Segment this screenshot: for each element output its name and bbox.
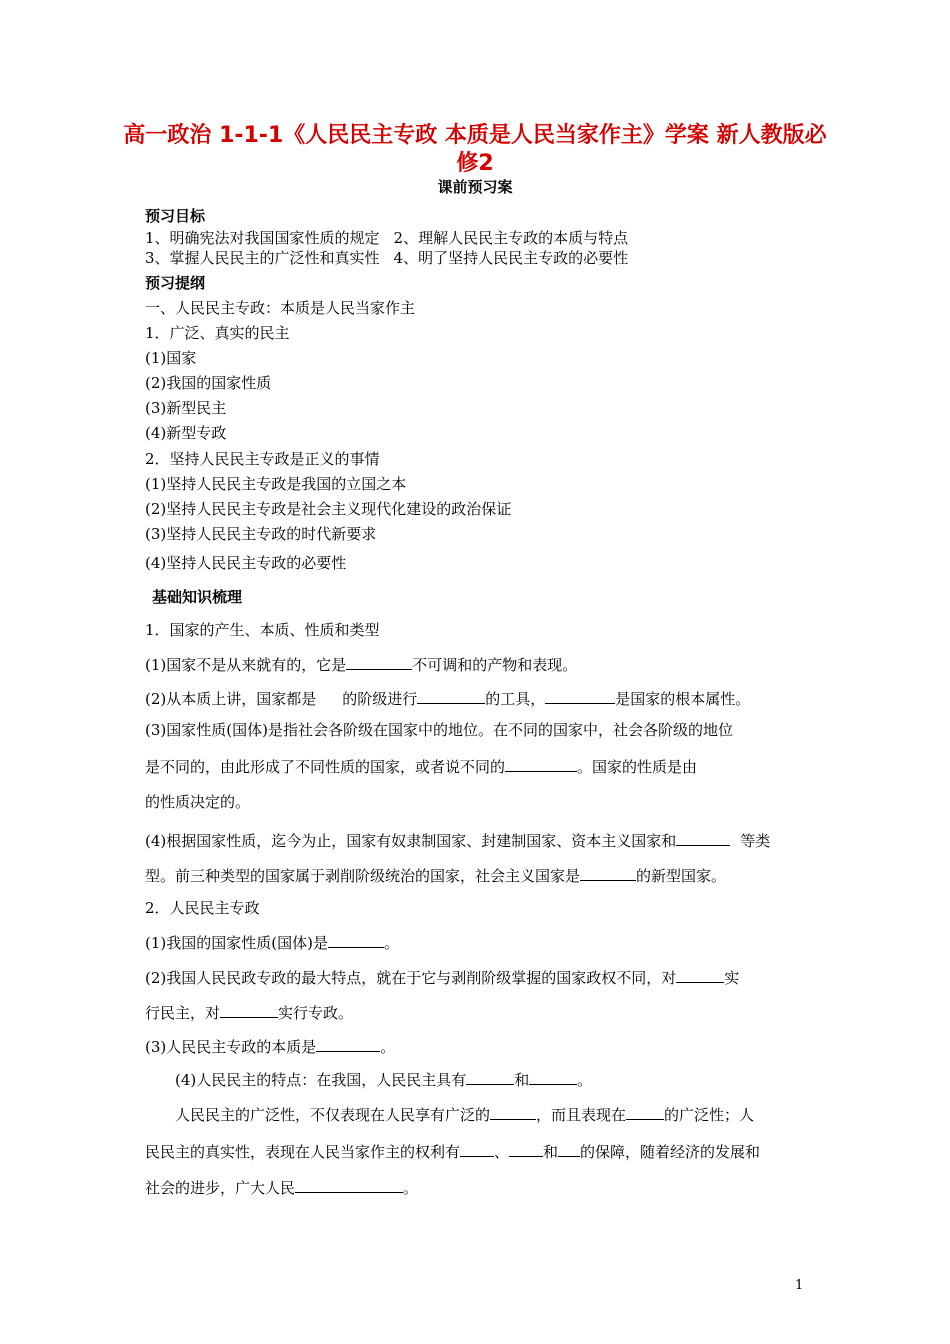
text: (2)从本质上讲，国家都是 bbox=[145, 690, 317, 708]
fill-blank[interactable] bbox=[545, 687, 615, 704]
fill-blank[interactable] bbox=[466, 1068, 514, 1085]
goal-4: 4、明了坚持人民民主专政的必要性 bbox=[393, 249, 629, 267]
text: 民民主的真实性，表现在人民当家作主的权利有 bbox=[145, 1143, 461, 1161]
text: 行民主，对 bbox=[145, 1004, 221, 1022]
fill-blank[interactable] bbox=[505, 755, 577, 772]
basics-q3 bbox=[145, 1035, 815, 1057]
goal-1: 1、明确宪法对我国国家性质的规定 bbox=[145, 229, 380, 247]
text: 实行专政。 bbox=[278, 1004, 354, 1022]
fill-blank[interactable] bbox=[460, 1140, 494, 1157]
fill-blank[interactable] bbox=[220, 1001, 278, 1018]
goal-3: 3、掌握人民民主的广泛性和真实性 bbox=[145, 249, 380, 267]
fill-blank[interactable] bbox=[490, 1103, 536, 1120]
text: (1)我国的国家性质(国体)是 bbox=[145, 934, 328, 952]
text: 是国家的根本属性。 bbox=[615, 690, 751, 708]
document-title: 高一政治 1-1-1《人民民主专政 本质是人民当家作主》学案 新人教版必修2 bbox=[123, 123, 827, 176]
basics-heading: 基础知识梳理 bbox=[152, 588, 243, 606]
text: (3)人民民主专政的本质是 bbox=[145, 1038, 317, 1056]
basics-p4-line1 bbox=[145, 829, 815, 851]
text: ，而且表现在 bbox=[536, 1106, 627, 1124]
basics-q2-line2 bbox=[145, 1001, 815, 1023]
outline-item: 一、人民民主专政：本质是人民当家作主 bbox=[145, 299, 416, 317]
text: (2)我国人民民政专政的最大特点，就在于它与剥削阶级掌握的国家政权不同，对 bbox=[145, 969, 677, 987]
text: 。 bbox=[577, 1071, 593, 1089]
text: 的新型国家。 bbox=[636, 867, 727, 885]
basics-p1 bbox=[145, 653, 815, 675]
text: 和 bbox=[514, 1071, 530, 1089]
text: 型。前三种类型的国家属于剥削阶级统治的国家，社会主义国家是 bbox=[145, 867, 581, 885]
outline-item: (3)坚持人民民主专政的时代新要求 bbox=[145, 525, 377, 543]
basics-section-2: 2．人民民主专政 bbox=[145, 899, 260, 917]
basics-p2 bbox=[145, 687, 815, 709]
basics-q5-line3 bbox=[145, 1176, 815, 1198]
text: 。 bbox=[403, 1179, 419, 1197]
text: 的广泛性；人 bbox=[664, 1106, 755, 1124]
outline-item: 2．坚持人民民主专政是正义的事情 bbox=[145, 450, 380, 468]
fill-blank[interactable] bbox=[346, 653, 412, 670]
document-subtitle: 课前预习案 bbox=[437, 178, 513, 196]
outline-item: (4)坚持人民民主专政的必要性 bbox=[145, 554, 347, 572]
outline-item: (1)国家 bbox=[145, 349, 197, 367]
basics-q5-line2 bbox=[145, 1140, 815, 1162]
basics-p3-line3: 的性质决定的。 bbox=[145, 793, 251, 811]
preview-goals-line-2 bbox=[145, 248, 815, 268]
basics-q2-line1 bbox=[145, 966, 815, 988]
fill-blank[interactable] bbox=[509, 1140, 543, 1157]
text: 社会的进步，广大人民 bbox=[145, 1179, 296, 1197]
fill-blank[interactable] bbox=[626, 1103, 664, 1120]
text: 。 bbox=[383, 934, 399, 952]
text: 等类 bbox=[740, 832, 771, 850]
text: (4)根据国家性质，迄今为止，国家有奴隶制国家、封建制国家、资本主义国家和 bbox=[145, 832, 677, 850]
outline-item: 1．广泛、真实的民主 bbox=[145, 324, 290, 342]
text: 。国家的性质是由 bbox=[577, 758, 698, 776]
text: 、 bbox=[494, 1143, 510, 1161]
fill-blank[interactable] bbox=[328, 931, 384, 948]
fill-blank[interactable] bbox=[580, 864, 636, 881]
preview-goals-heading: 预习目标 bbox=[145, 207, 206, 225]
fill-blank[interactable] bbox=[676, 966, 724, 983]
text: 不可调和的产物和表现。 bbox=[412, 656, 578, 674]
basics-q1 bbox=[145, 931, 815, 953]
text: 实 bbox=[724, 969, 740, 987]
text: (4)人民民主的特点：在我国，人民民主具有 bbox=[175, 1071, 467, 1089]
basics-p3-line1: (3)国家性质(国体)是指社会各阶级在国家中的地位。在不同的国家中，社会各阶级的地位 bbox=[145, 721, 733, 739]
fill-blank[interactable] bbox=[417, 687, 485, 704]
basics-p3-line2 bbox=[145, 755, 815, 777]
outline-item: (1)坚持人民民主专政是我国的立国之本 bbox=[145, 475, 407, 493]
text: 和 bbox=[543, 1143, 559, 1161]
fill-blank[interactable] bbox=[295, 1176, 403, 1193]
text: (1)国家不是从来就有的，它是 bbox=[145, 656, 347, 674]
text: 的阶级进行 bbox=[342, 690, 418, 708]
basics-section-1: 1．国家的产生、本质、性质和类型 bbox=[145, 621, 380, 639]
fill-blank[interactable] bbox=[676, 829, 730, 846]
goal-2: 2、理解人民民主专政的本质与特点 bbox=[393, 229, 629, 247]
text: 是不同的，由此形成了不同性质的国家，或者说不同的 bbox=[145, 758, 506, 776]
outline-item: (2)坚持人民民主专政是社会主义现代化建设的政治保证 bbox=[145, 500, 512, 518]
fill-blank[interactable] bbox=[316, 1035, 380, 1052]
text: 的工具， bbox=[485, 690, 546, 708]
basics-p4-line2 bbox=[145, 864, 815, 886]
outline-item: (3)新型民主 bbox=[145, 399, 227, 417]
basics-q4 bbox=[175, 1068, 845, 1090]
preview-goals-line-1 bbox=[145, 228, 815, 248]
text: 的保障，随着经济的发展和 bbox=[580, 1143, 761, 1161]
outline-item: (2)我国的国家性质 bbox=[145, 374, 272, 392]
text: 人民民主的广泛性，不仅表现在人民享有广泛的 bbox=[175, 1106, 491, 1124]
text: 。 bbox=[380, 1038, 396, 1056]
outline-item: (4)新型专政 bbox=[145, 424, 227, 442]
fill-blank[interactable] bbox=[529, 1068, 577, 1085]
outline-heading: 预习提纲 bbox=[145, 274, 206, 292]
page-number: 1 bbox=[795, 1278, 804, 1293]
basics-q5-line1 bbox=[175, 1103, 845, 1125]
fill-blank[interactable] bbox=[558, 1140, 580, 1157]
